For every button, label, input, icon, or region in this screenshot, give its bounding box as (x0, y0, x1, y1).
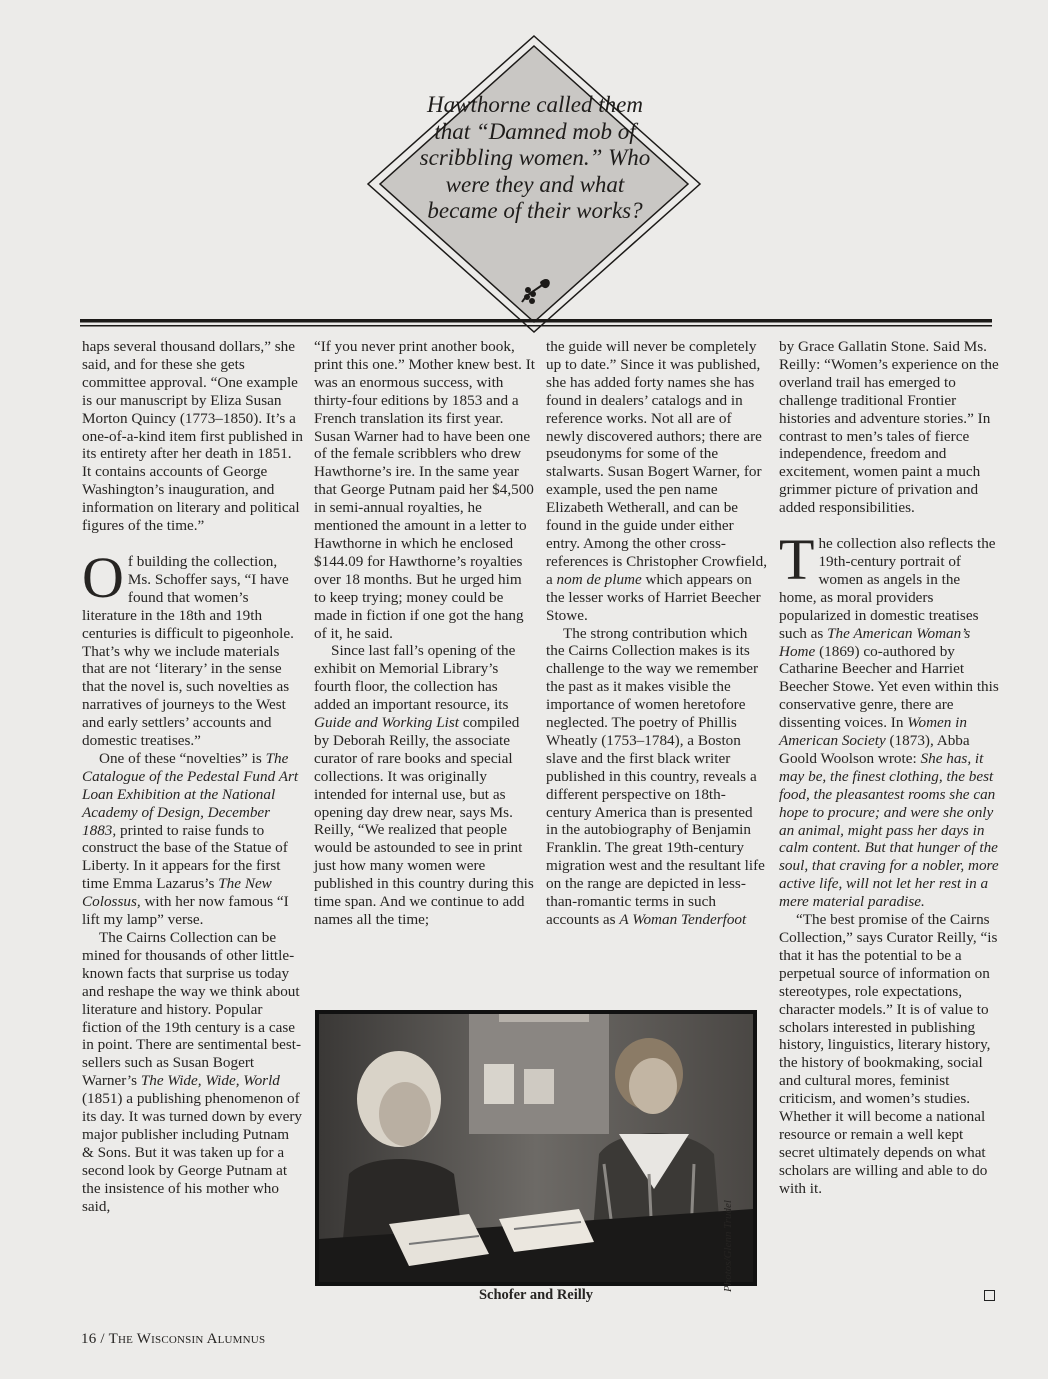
col1-paragraph-4 (82, 929, 304, 1216)
photo-illustration (319, 1014, 753, 1282)
woolson-quote: She has, it may be, the finest clothing, the best food, the pleasantest rooms she can hope to procure; and were she only an animal, might pass her days in calm content. But that hunger of the soul, that craving for a nobler, more active life, will not let her rest in a mere material paradise. (779, 749, 999, 911)
col4-p2-text-a: he collection also reflects the 19th-century portrait of women as angels in the home, as moral providers popularized in domestic treatises such as (779, 535, 996, 642)
photo-credit: Photos/Glenn Trudel (722, 1200, 734, 1292)
drop-cap-t: T (779, 527, 815, 593)
col3-p1-text-a: the guide will never be completely up to date.” Since it was published, she has added forty names she has found in dealers’ catalogs and in reference works. Not all are of newly discovered authors; there are pseudonyms for some of the stalwarts. Susan Bogert Warner, for example, used the pen name Elizabeth Wetherall, and can be found in the guide under either entry. Among the other cross-references is Christopher Crowfield, a (546, 338, 767, 588)
page-footer (81, 1331, 265, 1348)
photo-schofer-reilly (315, 1010, 757, 1286)
woman-tenderfoot-title: A Woman Tenderfoot (619, 911, 747, 928)
col4-paragraph-3: “The best promise of the Cairns Collection,” says Curator Reilly, “is that it has the potential to be a perpetual source of information on stereotypes, role expectations, character models.” It is of value to scholars interested in publishing history, linguistics, literary history, the history of bookmaking, social and cultural mores, feminist criticism, and women’s studies. Whether it will become a national resource or remain a well kept secret ultimately depends on what scholars are willing and able to do with it. (779, 911, 998, 1197)
col1-p4-text-a: The Cairns Collection can be mined for thousands of other little-known facts that surprise us today and reshape the way we think about literature and history. Popular fiction of the 19th century is a case in point. There are sentimental best-sellers such as Susan Bogert Warner’s (82, 929, 302, 1090)
col2-p2-text-a: Since last fall’s opening of the exhibit on Memorial Library’s fourth floor, the collection has added an important resource, its (314, 642, 516, 714)
column-3 (546, 338, 768, 929)
column-4 (779, 338, 1001, 1198)
col3-paragraph-2 (546, 625, 768, 929)
pull-quote: Hawthorne called them that “Damned mob of scribbling women.” Who were they and what became of their works? (419, 92, 651, 223)
photo-caption: Schofer and Reilly (478, 1287, 594, 1303)
end-mark-icon (984, 1290, 995, 1301)
col1-paragraph-3 (82, 750, 304, 929)
women-in-american-society-title: Women in American Society (779, 714, 967, 750)
american-womans-home-title: The American Woman’s Home (779, 624, 971, 660)
new-colossus-title: The New Colossus, (82, 875, 272, 911)
page-number: 16 / (81, 1331, 109, 1347)
col1-paragraph-2 (82, 544, 304, 750)
col4-paragraph-2 (779, 527, 1001, 911)
col1-paragraph-2-text: f building the collection, Ms. Schoffer says, “I have found that women’s literature in the 18th and 19th centuries is difficult to pigeonhole. That’s why we include materials that are not ‘literary’ in the sense that the novel is, such novelties as narratives of journeys to the West and early settlers’ accounts and domestic treatises.” (82, 552, 294, 750)
nom-de-plume: nom de plume (556, 570, 642, 588)
col3-paragraph-1 (546, 338, 768, 625)
col4-p2-text-c: (1873), Abba Goold Woolson wrote: (779, 732, 970, 767)
col1-p3-text-b: printed to raise funds to construct the base of the Statue of Liberty. In it appears for the first time Emma Lazarus’s (82, 821, 288, 893)
col3-p2-text-a: The strong contribution which the Cairns Collection makes is its challenge to the way we remember the past as it makes visible the importance of women heretofore neglected. The poetry of Phillis Wheatly (1753–1784), a Boston slave and the first black writer published in this country, reveals a different perspective on 18th-century America than is presented in the autobiography of Benjamin Franklin. The great 19th-century migration west and the resultant life on the range are depicted in less-than-romantic terms in such accounts as (546, 624, 765, 928)
catalogue-title: The Catalogue of the Pedestal Fund Art Loan Exhibition at the National Academy of Design, December 1883, (82, 749, 299, 839)
col4-p2-text-b: (1869) co-authored by Catharine Beecher and Harriet Beecher Stowe. Yet even within this conservative genre, there are dissenting voices. In (779, 642, 999, 732)
header-rules (80, 318, 992, 330)
col2-paragraph-1: “If you never print another book, print this one.” Mother knew best. It was an enormous success, with thirty-four editions by 1853 and a French translation its first year. Susan Warner had to have been one of the female scribblers who drew Hawthorne’s ire. In the same year that George Putnam paid her $4,500 in semi-annual royalties, he mentioned the amount in a letter to Hawthorne in which he enclosed $144.09 for Hawthorne’s royalties over 18 months. But he urged him to keep trying; money could be made in fiction if one got the hang of it, he said. (314, 338, 536, 642)
column-1 (82, 338, 304, 1216)
col1-p4-text-b: (1851) a publishing phenomenon of its day. It was turned down by every major publisher including Putnam & Sons. But it was taken up for a second look by George Putnam at the insistence of his mother who said, (82, 1090, 303, 1215)
publication-name: The Wisconsin Alumnus (108, 1331, 266, 1347)
col1-p3-text-a: One of these “novelties” is (99, 749, 266, 767)
col4-paragraph-1: by Grace Gallatin Stone. Said Ms. Reilly: “Women’s experience on the overland trail has emerged to challenge traditional Frontier histories and adventure stories.” In contrast to men’s tales of fierce independence, freedom and excitement, women paint a much grimmer picture of privation and added responsibilities. (779, 338, 999, 517)
col1-p3-text-c: with her now famous “I lift my lamp” verse. (82, 893, 289, 929)
col2-p2-text-b: compiled by Deborah Reilly, the associate curator of rare books and special collections. It was originally intended for internal use, but as opening day drew near, says Ms. Reilly, “We realized that people would be astounded to see in print just how many women were published in this country during this time span. And we continue to add names all the time; (314, 714, 534, 928)
grape-vine-ornament-icon (516, 272, 556, 310)
col1-paragraph-1: haps several thousand dollars,” she said, and for these she gets committee approval. “One example is our manuscript by Eliza Susan Morton Quincy (1773–1850). It’s a one-of-a-kind item first published in its entirety after her death in 1851. It contains accounts of George Washington’s inauguration, and information on literary and political figures of the time.” (82, 338, 304, 535)
guide-title: Guide and Working List (314, 714, 459, 732)
col2-paragraph-2 (314, 642, 536, 929)
wide-wide-world-title: The Wide, Wide, World (140, 1072, 280, 1090)
drop-cap-o: O (82, 544, 124, 610)
column-2 (314, 338, 536, 929)
col3-p1-text-b: which appears on the lesser works of Harriet Beecher Stowe. (546, 570, 761, 624)
